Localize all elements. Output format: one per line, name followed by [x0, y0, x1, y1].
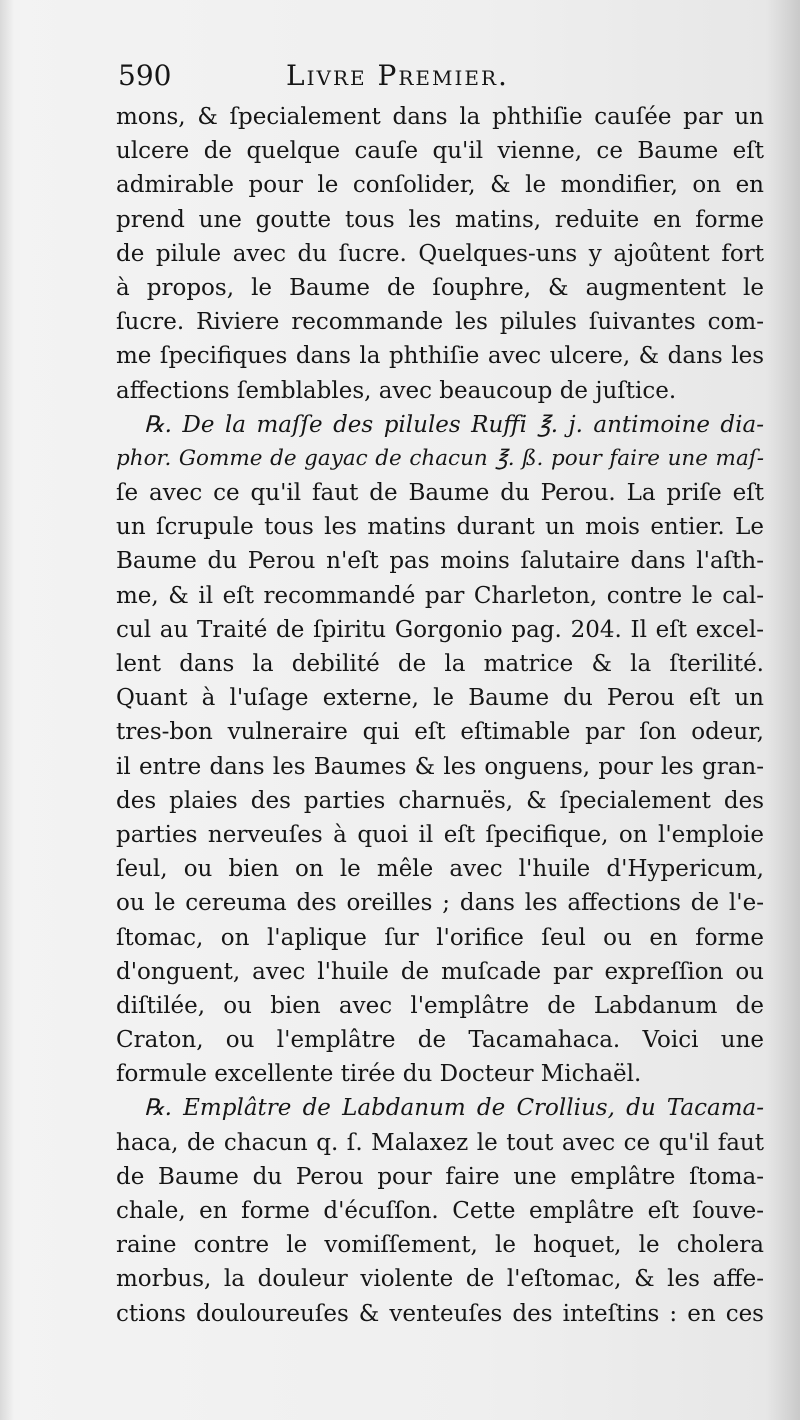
text-line: un ſcrupule tous les matins durant un mois entier. Le	[116, 514, 764, 541]
text-line: me ſpecifiques dans la phthiſie avec ulcere, & dans les	[116, 343, 764, 370]
text-line: ou le cereuma des oreilles ; dans les affections de l'e-	[116, 890, 764, 917]
text-line: ſe avec ce qu'il faut de Baume du Perou. La priſe eſt	[116, 480, 764, 507]
page-number: 590	[118, 59, 172, 92]
text-line: prend une goutte tous les matins, reduite en forme	[116, 206, 764, 233]
recipe-line: phor. Gomme de gayac de chacun ℥. ß. pour faire une maſ-	[116, 445, 764, 471]
text-line: Quant à l'uſage externe, le Baume du Perou eſt un	[116, 685, 764, 712]
text-line: ulcere de quelque cauſe qu'il vienne, ce Baume eſt	[116, 138, 764, 165]
text-line: tres-bon vulneraire qui eſt eſtimable par ſon odeur,	[116, 719, 764, 746]
text-line: des plaies des parties charnuës, & ſpecialement des	[116, 787, 764, 814]
text-line: il entre dans les Baumes & les onguens, pour les gran-	[116, 753, 764, 780]
text-line: ctions douloureuſes & venteuſes des inteſtins : en ces	[116, 1300, 764, 1327]
running-title: Livre Premier.	[286, 59, 509, 92]
text-line: lent dans la debilité de la matrice & la ſterilité.	[116, 651, 764, 677]
text-line: chale, en forme d'écuſſon. Cette emplâtre eſt ſouve-	[116, 1198, 764, 1224]
text-line: ſtomac, on l'aplique ſur l'orifice ſeul ou en forme	[116, 924, 764, 951]
text-line: morbus, la douleur violente de l'eſtomac, & les affe-	[116, 1266, 764, 1293]
text-line: me, & il eſt recommandé par Charleton, contre le cal-	[116, 582, 764, 609]
text-line: à propos, le Baume de ſouphre, & augmentent le	[116, 274, 764, 301]
text-line: ſucre. Riviere recommande les pilules ſuivantes com-	[116, 309, 764, 336]
text-line: cul au Traité de ſpiritu Gorgonio pag. 204. Il eſt excel-	[116, 616, 764, 643]
text-line: parties nerveuſes à quoi il eſt ſpecifique, on l'emploie	[116, 821, 764, 848]
text-line: de pilule avec du ſucre. Quelques-uns y ajoûtent fort	[116, 240, 764, 267]
text-line: de Baume du Perou pour faire une emplâtre ſtoma-	[116, 1163, 764, 1190]
gutter-shadow	[0, 0, 14, 1420]
text-line: Baume du Perou n'eſt pas moins ſalutaire dans l'aſth-	[116, 548, 764, 575]
text-line: formule excellente tirée du Docteur Michaël.	[116, 1061, 642, 1088]
text-line: haca, de chacun q. ſ. Malaxez le tout avec ce qu'il faut	[116, 1129, 764, 1156]
page-edge	[766, 0, 800, 1420]
text-line: diſtilée, ou bien avec l'emplâtre de Labdanum de	[116, 992, 764, 1019]
body-text	[116, 100, 764, 1331]
text-line: Craton, ou l'emplâtre de Tacamahaca. Voici une	[116, 1027, 764, 1054]
text-line: admirable pour le conſolider, & le mondifier, on en	[116, 172, 764, 199]
text-line: mons, & ſpecialement dans la phthiſie cauſée par un	[116, 104, 764, 130]
text-line: ſeul, ou bien on le mêle avec l'huile d'Hypericum,	[116, 856, 764, 883]
text-line: affections ſemblables, avec beaucoup de juſtice.	[116, 377, 677, 404]
recipe-line: ℞. De la maſſe des pilules Ruffi ℥. j. antimoine dia-	[144, 411, 764, 438]
recipe-line: ℞. Emplâtre de Labdanum de Crollius, du Tacama-	[144, 1095, 764, 1122]
text-line: d'onguent, avec l'huile de muſcade par expreſſion ou	[116, 958, 764, 985]
text-line: raine contre le vomiſſement, le hoquet, le cholera	[116, 1232, 764, 1259]
page-header	[118, 56, 588, 96]
